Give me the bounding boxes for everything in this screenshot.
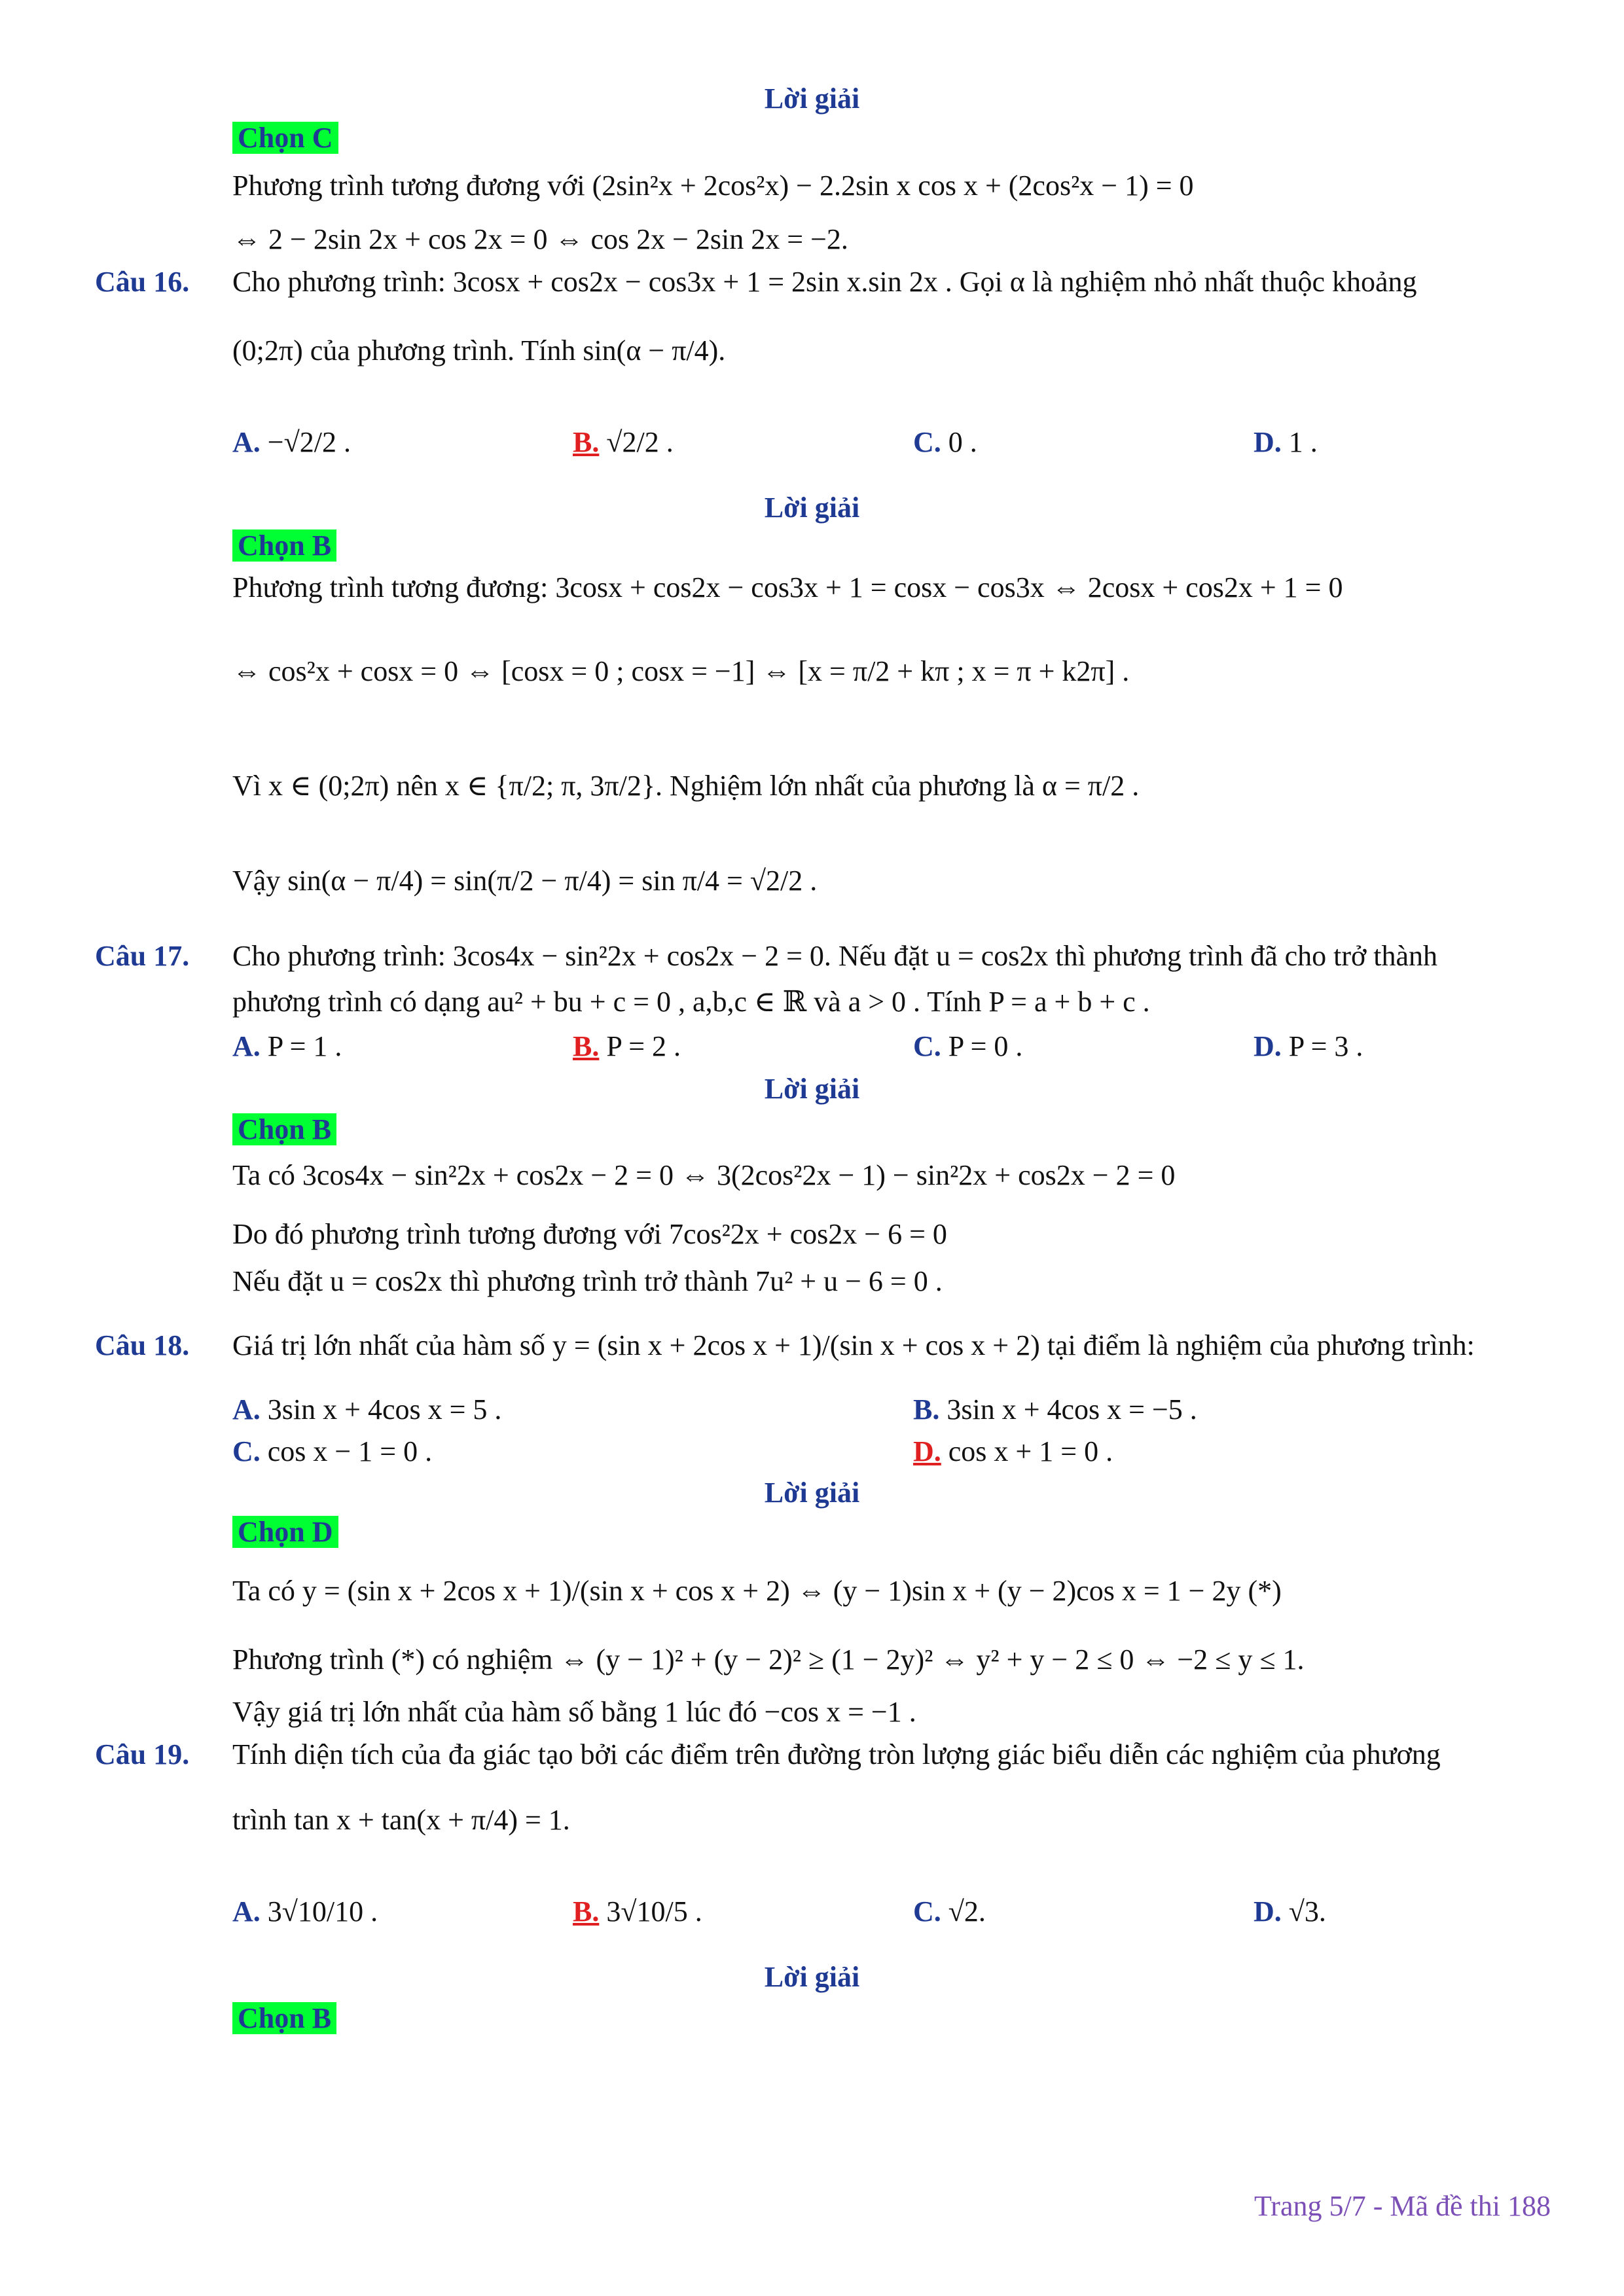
solution-text: ⇔ cos²x + cosx = 0 ⇔ [cosx = 0 ; cosx = −1] ⇔ [x = π/2 + kπ ; x = π + k2π] . [232, 655, 1130, 687]
question-label: Câu 17. [95, 940, 190, 972]
option-d[interactable]: D. √3. [1254, 1895, 1326, 1928]
question-label: Câu 16. [95, 266, 190, 298]
option-d[interactable]: D. 1 . [1254, 426, 1318, 458]
option-a[interactable]: A. 3√10/10 . [232, 1895, 378, 1928]
answer-choice-label: Chọn B [232, 529, 336, 564]
option-d[interactable]: D. P = 3 . [1254, 1030, 1363, 1062]
option-c[interactable]: C. 0 . [913, 426, 977, 458]
option-a[interactable]: A. 3sin x + 4cos x = 5 . [232, 1393, 502, 1426]
option-c[interactable]: C. P = 0 . [913, 1030, 1023, 1062]
answer-choice-label: Chọn B [232, 2001, 336, 2036]
question-text: Tính diện tích của đa giác tạo bởi các điểm trên đường tròn lượng giác biểu diễn các nghiệm của phương [232, 1738, 1441, 1770]
solution-text: Nếu đặt u = cos2x thì phương trình trở thành 7u² + u − 6 = 0 . [232, 1265, 943, 1297]
solution-text: Phương trình (*) có nghiệm ⇔ (y − 1)² + (y − 2)² ≥ (1 − 2y)² ⇔ y² + y − 2 ≤ 0 ⇔ −2 ≤ y ≤ 1. [232, 1643, 1305, 1676]
solution-text: Vì x ∈ (0;2π) nên x ∈ {π/2; π, 3π/2}. Nghiệm lớn nhất của phương là α = π/2 . [232, 770, 1140, 802]
solution-text: Do đó phương trình tương đương với 7cos²2x + cos2x − 6 = 0 [232, 1218, 947, 1250]
option-d[interactable]: D. cos x + 1 = 0 . [913, 1435, 1113, 1467]
question-text: Giá trị lớn nhất của hàm số y = (sin x + 2cos x + 1)/(sin x + cos x + 2) tại điểm là nghiệm của phương trình: [232, 1329, 1475, 1361]
solution-heading: Lời giải [764, 82, 860, 115]
page-footer: Trang 5/7 - Mã đề thi 188 [1254, 2190, 1551, 2222]
option-b[interactable]: B. P = 2 . [573, 1030, 681, 1062]
solution-text: Ta có 3cos4x − sin²2x + cos2x − 2 = 0 ⇔ 3(2cos²2x − 1) − sin²2x + cos2x − 2 = 0 [232, 1159, 1176, 1191]
question-text: Cho phương trình: 3cos4x − sin²2x + cos2x − 2 = 0. Nếu đặt u = cos2x thì phương trình đã cho trở thành [232, 940, 1438, 972]
question-text: phương trình có dạng au² + bu + c = 0 , a,b,c ∈ ℝ và a > 0 . Tính P = a + b + c . [232, 986, 1150, 1018]
question-text: (0;2π) của phương trình. Tính sin(α − π/4). [232, 334, 726, 367]
solution-text: Vậy giá trị lớn nhất của hàm số bằng 1 lúc đó −cos x = −1 . [232, 1696, 916, 1728]
option-a[interactable]: A. P = 1 . [232, 1030, 342, 1062]
solution-heading: Lời giải [764, 492, 860, 524]
answer-choice-label: Chọn C [232, 121, 338, 156]
answer-choice-label: Chọn B [232, 1113, 336, 1147]
option-c[interactable]: C. √2. [913, 1895, 986, 1928]
solution-heading: Lời giải [764, 1073, 860, 1105]
solution-text: Phương trình tương đương: 3cosx + cos2x − cos3x + 1 = cosx − cos3x ⇔ 2cosx + cos2x + 1 = 0 [232, 571, 1343, 603]
question-label: Câu 19. [95, 1738, 190, 1770]
solution-heading: Lời giải [764, 1477, 860, 1509]
question-text: Cho phương trình: 3cosx + cos2x − cos3x + 1 = 2sin x.sin 2x . Gọi α là nghiệm nhỏ nhất thuộc khoảng [232, 266, 1417, 298]
solution-text: ⇔ 2 − 2sin 2x + cos 2x = 0 ⇔ cos 2x − 2sin 2x = −2. [232, 223, 848, 255]
option-b[interactable]: B. 3√10/5 . [573, 1895, 702, 1928]
solution-heading: Lời giải [764, 1961, 860, 1993]
answer-choice-label: Chọn D [232, 1515, 338, 1550]
option-b[interactable]: B. 3sin x + 4cos x = −5 . [913, 1393, 1197, 1426]
solution-text: Phương trình tương đương với (2sin²x + 2cos²x) − 2.2sin x cos x + (2cos²x − 1) = 0 [232, 170, 1194, 202]
solution-text: Ta có y = (sin x + 2cos x + 1)/(sin x + cos x + 2) ⇔ (y − 1)sin x + (y − 2)cos x = 1 − 2y (*) [232, 1575, 1282, 1607]
option-a[interactable]: A. −√2/2 . [232, 426, 351, 458]
option-b[interactable]: B. √2/2 . [573, 426, 674, 458]
question-text: trình tan x + tan(x + π/4) = 1. [232, 1804, 570, 1836]
option-c[interactable]: C. cos x − 1 = 0 . [232, 1435, 433, 1467]
question-label: Câu 18. [95, 1329, 190, 1361]
solution-text: Vậy sin(α − π/4) = sin(π/2 − π/4) = sin π/4 = √2/2 . [232, 865, 818, 897]
